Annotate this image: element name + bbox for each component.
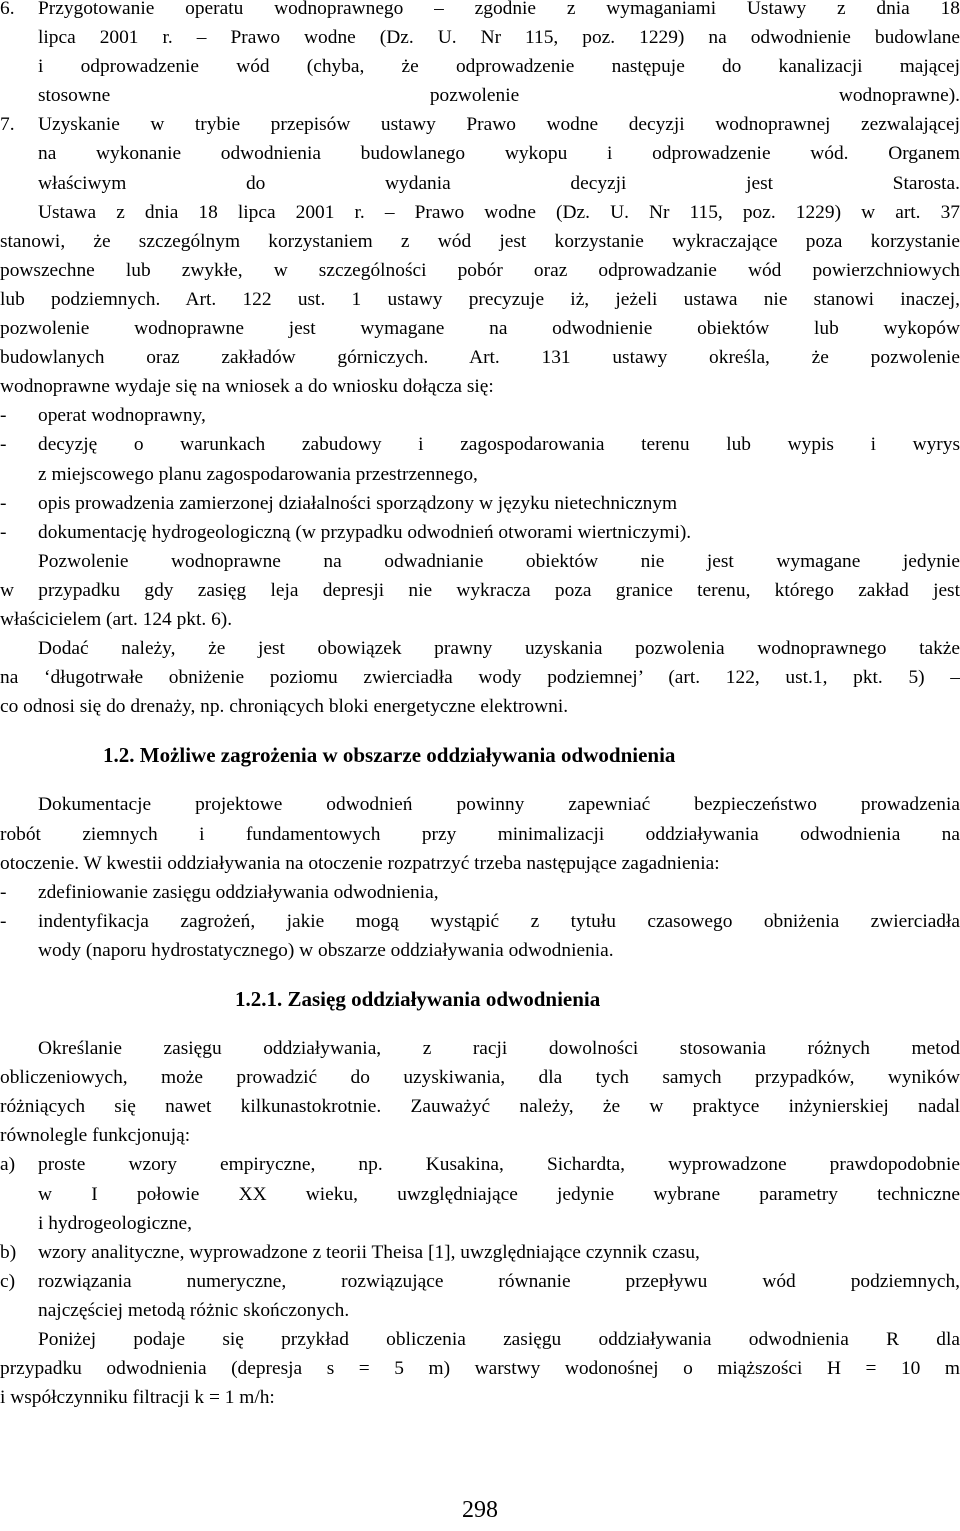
- paragraph-dodac: [0, 634, 960, 721]
- text-line: operat wodnoprawny,: [38, 405, 206, 427]
- paragraph-dokumentacje: [0, 790, 960, 877]
- list-item: [0, 489, 960, 518]
- list-item-text: [38, 907, 960, 965]
- text-line: stosowne pozwolenie wodnoprawne).: [38, 85, 960, 107]
- paragraph-text: [0, 547, 960, 634]
- text-line: i współczynniku filtracji k = 1 m/h:: [0, 1387, 275, 1409]
- text-line: różniących się nawet kilkunastokrotnie. Zauważyć należy, że w praktyce inżynierskiej nadal: [0, 1096, 960, 1118]
- list-item: [0, 1267, 960, 1325]
- text-line: decyzję o warunkach zabudowy i zagospodarowania terenu lub wypis i wyrys: [38, 434, 960, 456]
- text-line: lub podziemnych. Art. 122 ust. 1 ustawy precyzuje iż, jeżeli ustawa nie stanowi inaczej,: [0, 288, 960, 310]
- text-line: właścicielem (art. 124 pkt. 6).: [0, 608, 233, 630]
- heading-text: 1.2.1. Zasięg oddziaływania odwodnienia: [235, 987, 601, 1011]
- list-marker: -: [0, 910, 7, 932]
- list-item-7: [0, 110, 960, 197]
- letter-list-metody: [0, 1150, 960, 1325]
- text-line: na wykonanie odwodnienia budowlanego wykopu i odprowadzenie wód. Organem: [38, 143, 960, 165]
- list-marker: 6.: [0, 0, 15, 19]
- paragraph-text: [0, 634, 960, 721]
- text-line: i odprowadzenie wód (chyba, że odprowadzenie następuje do kanalizacji mającej: [38, 56, 960, 78]
- text-line: Poniżej podaje się przykład obliczenia zasięgu oddziaływania odwodnienia R dla: [38, 1329, 960, 1351]
- list-marker: c): [0, 1270, 16, 1292]
- paragraph-text: [0, 790, 960, 877]
- text-line: Uzyskanie w trybie przepisów ustawy Prawo wodne decyzji wodnoprawnej zezwalającej: [38, 114, 960, 136]
- text-line: w przypadku gdy zasięg leja depresji nie wykracza poza granice terenu, którego zakład jest: [0, 579, 960, 601]
- list-marker: -: [0, 881, 7, 903]
- list-item-text: [38, 489, 960, 518]
- text-line: rozwiązania numeryczne, rozwiązujące równanie przepływu wód podziemnych,: [38, 1270, 960, 1292]
- list-item-text: [38, 430, 960, 488]
- text-line: pozwolenie wodnoprawne jest wymagane na odwodnienie obiektów lub wykopów: [0, 318, 960, 340]
- paragraph-ustawa: [0, 198, 960, 402]
- text-line: z miejscowego planu zagospodarowania przestrzennego,: [38, 463, 478, 485]
- text-line: właściwym do wydania decyzji jest Starosta.: [38, 172, 960, 194]
- list-item-text: [38, 1267, 960, 1325]
- list-item-6: [0, 0, 960, 110]
- list-item-text: [38, 1150, 960, 1237]
- list-marker: a): [0, 1154, 16, 1176]
- text-line: w I połowie XX wieku, uwzględniające jedynie wybrane parametry techniczne: [38, 1183, 960, 1205]
- list-item: [0, 907, 960, 965]
- paragraph-pozwolenie: [0, 547, 960, 634]
- text-line: przypadku odwodnienia (depresja s = 5 m) warstwy wodonośnej o miąższości H = 10 m: [0, 1358, 960, 1380]
- list-marker: b): [0, 1241, 17, 1263]
- dash-list-wniosek: [0, 401, 960, 546]
- section-heading-1-2-1: [0, 985, 960, 1014]
- list-item: [0, 878, 960, 907]
- paragraph-text: [0, 198, 960, 402]
- list-item: [0, 430, 960, 488]
- text-line: na ‘długotrwałe obniżenie poziomu zwierciadła wody podziemnej’ (art. 122, ust.1, pkt. 5) –: [0, 667, 960, 689]
- list-item-text: [38, 401, 960, 430]
- paragraph-text: [0, 1325, 960, 1412]
- list-marker: -: [0, 405, 7, 427]
- text-line: powszechne lub zwykłe, w szczególności pobór oraz odprowadzanie wód powierzchniowych: [0, 259, 960, 281]
- list-item: [0, 1150, 960, 1237]
- dash-list-zagadnienia: [0, 878, 960, 965]
- list-marker: 7.: [0, 114, 15, 136]
- text-line: budowlanych oraz zakładów górniczych. Art. 131 ustawy określa, że pozwolenie: [0, 347, 960, 369]
- text-line: Pozwolenie wodnoprawne na odwadnianie obiektów nie jest wymagane jedynie: [38, 550, 960, 572]
- text-line: Określanie zasięgu oddziaływania, z racji dowolności stosowania różnych metod: [38, 1038, 960, 1060]
- text-line: stanowi, że szczególnym korzystaniem z wód jest korzystanie wykraczające poza korzystanie: [0, 230, 960, 252]
- text-line: wodnoprawne wydaje się na wniosek a do wniosku dołącza się:: [0, 376, 494, 398]
- list-marker: -: [0, 521, 7, 543]
- list-item: [0, 1238, 960, 1267]
- list-marker: -: [0, 434, 7, 456]
- text-line: Przygotowanie operatu wodnoprawnego – zgodnie z wymaganiami Ustawy z dnia 18: [38, 0, 960, 19]
- text-line: otoczenie. W kwestii oddziaływania na otoczenie rozpatrzyć trzeba następujące zagadnienia:: [0, 852, 720, 874]
- text-line: opis prowadzenia zamierzonej działalności sporządzony w języku nietechnicznym: [38, 492, 678, 514]
- text-line: Dokumentacje projektowe odwodnień powinny zapewniać bezpieczeństwo prowadzenia: [38, 794, 960, 816]
- text-line: najczęściej metodą różnic skończonych.: [38, 1299, 350, 1321]
- paragraph-text: [0, 1034, 960, 1150]
- text-line: wody (naporu hydrostatycznego) w obszarze oddziaływania odwodnienia.: [38, 939, 614, 961]
- list-marker: -: [0, 492, 7, 514]
- text-line: Ustawa z dnia 18 lipca 2001 r. – Prawo wodne (Dz. U. Nr 115, poz. 1229) w art. 37: [38, 201, 960, 223]
- text-line: Dodać należy, że jest obowiązek prawny uzyskania pozwolenia wodnoprawnego także: [38, 638, 960, 660]
- text-line: co odnosi się do drenaży, np. chroniących bloki energetyczne elektrowni.: [0, 696, 569, 718]
- text-line: równolegle funkcjonują:: [0, 1125, 191, 1147]
- paragraph-ponizej: [0, 1325, 960, 1412]
- text-line: obliczeniowych, może prowadzić do uzyskiwania, dla tych samych przypadków, wyników: [0, 1067, 960, 1089]
- list-item-text: [38, 0, 960, 110]
- page-number: 298: [462, 1497, 498, 1523]
- text-line: indentyfikacja zagrożeń, jakie mogą wystąpić z tytułu czasowego obniżenia zwierciadła: [38, 910, 960, 932]
- text-line: robót ziemnych i fundamentowych przy minimalizacji oddziaływania odwodnienia na: [0, 823, 960, 845]
- list-item-text: [38, 1238, 960, 1267]
- text-line: zdefiniowanie zasięgu oddziaływania odwodnienia,: [38, 881, 439, 903]
- heading-text: 1.2. Możliwe zagrożenia w obszarze oddziaływania odwodnienia: [103, 743, 676, 768]
- list-item-text: [38, 110, 960, 197]
- list-item-text: [38, 878, 960, 907]
- text-line: proste wzory empiryczne, np. Kusakina, Sichardta, wyprowadzone prawdopodobnie: [38, 1154, 960, 1176]
- text-line: wzory analityczne, wyprowadzone z teorii Theisa [1], uwzględniające czynnik czasu,: [38, 1241, 700, 1263]
- text-line: i hydrogeologiczne,: [38, 1212, 192, 1234]
- list-item-text: [38, 518, 960, 547]
- section-heading-1-2: [0, 741, 960, 770]
- paragraph-okreslanie: [0, 1034, 960, 1150]
- text-line: lipca 2001 r. – Prawo wodne (Dz. U. Nr 115, poz. 1229) na odwodnienie budowlane: [38, 27, 960, 49]
- text-line: dokumentację hydrogeologiczną (w przypadku odwodnień otworami wiertniczymi).: [38, 521, 692, 543]
- list-item: [0, 401, 960, 430]
- list-item: [0, 518, 960, 547]
